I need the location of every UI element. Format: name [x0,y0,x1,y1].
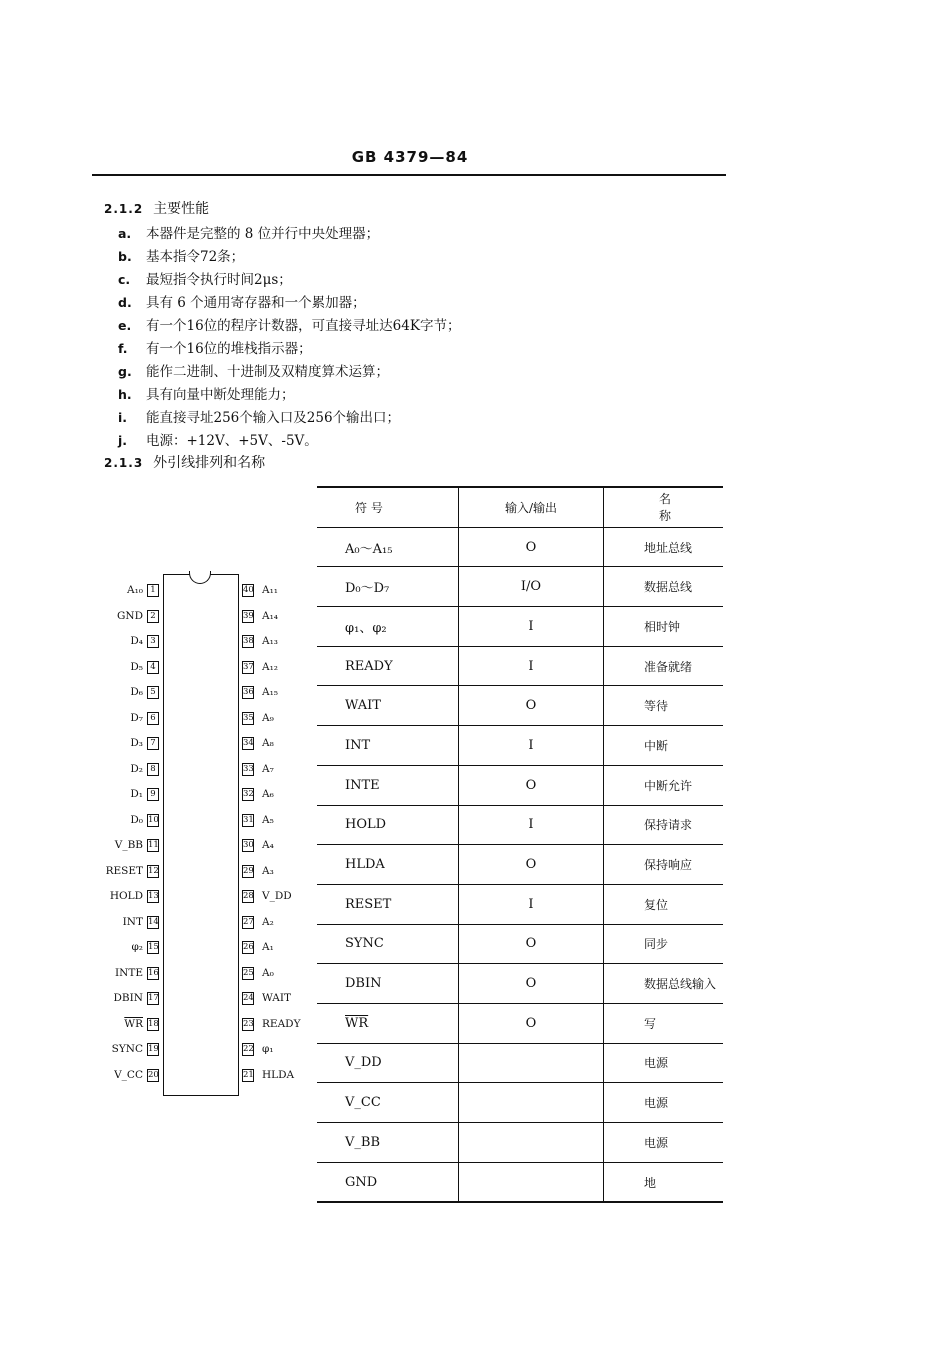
pin-label-left: INTE [114,966,143,979]
cell-symbol: φ₁、φ₂ [317,607,459,647]
cell-io: O [459,1003,604,1043]
pin-label-left: $\overline{WR}$ [124,1017,143,1030]
cell-io [459,1162,604,1202]
pin-number-box: 20 [148,1069,159,1080]
pin-label-left: V_CC [114,1068,143,1081]
pin-number-box: 3 [147,635,159,648]
pin-number-box: 38 [243,636,254,646]
cell-name: 中断允许 [604,765,724,805]
pin-label-right: V_DD [262,890,292,902]
feature-item-letter: i. [118,410,128,425]
pin-number-box: 35 [243,712,254,723]
pin-label-left: SYNC [111,1043,143,1055]
header-name: 名 称 [604,487,724,527]
table-row [317,884,723,924]
pin-label-right: A₄ [262,839,274,851]
pin-label-left: A₁₀ [126,584,143,596]
pin-number-box: 7 [147,737,159,750]
pin-number-box: 26 [243,942,254,952]
header-symbol: 符 号 [317,487,459,527]
pin-number-box: 39 [243,610,254,621]
section-2-1-2-heading [104,198,209,218]
pin-number-box: 27 [243,916,254,927]
pin-label-left: DBIN [113,992,143,1004]
cell-name: 写 [604,1003,724,1043]
cell-name: 地 [604,1162,724,1202]
pin-label-right: A₂ [262,915,274,928]
table-row [317,1123,723,1163]
pin-number-box: 28 [243,891,254,901]
feature-item-text: 基本指令72条； [146,249,245,265]
feature-item-letter: a. [118,226,132,241]
feature-item [118,291,366,311]
cell-io: O [459,765,604,805]
pin-label-left: V_BB [114,839,143,851]
table-row [317,1043,723,1083]
cell-symbol: V_CC [317,1083,459,1123]
cell-io [459,1043,604,1083]
pin-label-right: A₃ [262,864,274,877]
table-header-row [317,487,723,527]
table-row [317,607,723,647]
cell-symbol: D₀～D₇ [317,567,459,607]
table-row [317,1162,723,1202]
feature-item [118,406,400,426]
cell-io: O [459,527,604,567]
section-number: 2.1.2 [104,202,144,216]
feature-item-text: 具有向量中断处理能力； [146,387,295,403]
cell-io: I [459,884,604,924]
feature-item [118,337,312,357]
pin-label-left: HOLD [109,890,143,902]
pin-number-box: 16 [148,967,159,978]
table-row [317,765,723,805]
cell-io: I [459,805,604,845]
pin-number-box: 32 [243,789,254,799]
cell-name: 数据总线 [604,567,724,607]
pin-number-box: 13 [148,891,159,901]
cell-io: I [459,726,604,766]
pin-label-left: D₀ [130,813,143,826]
table-row [317,924,723,964]
section-number: 2.1.3 [104,456,144,470]
cell-symbol: $\overline{WR}$ [317,1003,459,1043]
table-row [317,686,723,726]
pin-label-right: A₆ [262,788,274,800]
cell-symbol: RESET [317,884,459,924]
pin-label-right: A₁₁ [262,584,279,596]
pin-label-left: D₇ [130,711,143,724]
pin-number-box: 15 [148,942,159,952]
cell-symbol: A₀～A₁₅ [317,527,459,567]
pin-number-box: 29 [243,865,254,876]
pin-number-box: 22 [243,1044,254,1054]
pin-number-box: 10 [148,814,159,825]
pin-label-right: A₈ [262,737,274,749]
cell-symbol: V_BB [317,1123,459,1163]
section-title: 主要性能 [153,201,210,217]
table-row [317,646,723,686]
feature-item-letter: b. [118,249,132,264]
pin-label-right: A₁ [262,941,274,953]
pin-number-box: 14 [148,916,159,927]
cell-name: 保持响应 [604,845,724,885]
feature-item-text: 最短指令执行时间2μs； [146,272,292,288]
cell-symbol: READY [317,646,459,686]
cell-name: 地址总线 [604,527,724,567]
cell-io [459,1123,604,1163]
feature-item [118,245,244,265]
section-title: 外引线排列和名称 [153,455,266,471]
table-row [317,964,723,1004]
table-row [317,805,723,845]
cell-io: O [459,686,604,726]
feature-item-letter: e. [118,318,132,333]
pin-number-box: 40 [243,585,254,595]
pin-label-right: HLDA [262,1068,295,1081]
pin-label-left: D₁ [130,788,143,800]
pin-label-right: A₁₂ [262,660,279,673]
cell-symbol: INT [317,726,459,766]
table-row [317,1003,723,1043]
pin-number-box: 5 [147,686,159,699]
table-row [317,845,723,885]
pin-number-box: 37 [243,661,254,672]
feature-item-text: 有一个16位的程序计数器，可直接寻址达64K字节； [146,318,461,334]
pin-number-box: 31 [243,814,254,825]
cell-name: 中断 [604,726,724,766]
pin-label-right: A₁₄ [262,609,279,622]
feature-item [118,360,389,380]
table-row [317,527,723,567]
pin-number-box: 4 [147,661,159,674]
pin-number-box: 11 [148,840,159,850]
pin-number-box: 12 [148,865,159,876]
table-row [317,567,723,607]
cell-symbol: HLDA [317,845,459,885]
feature-item-text: 能作二进制、十进制及双精度算术运算； [146,364,389,380]
pin-label-right: A₁₃ [262,635,279,647]
cell-name: 相时钟 [604,607,724,647]
cell-symbol: GND [317,1162,459,1202]
header-rule [92,174,726,176]
section-2-1-3-heading [104,452,265,472]
cell-name: 电源 [604,1083,724,1123]
cell-name: 同步 [604,924,724,964]
pin-number-box: 19 [148,1044,159,1054]
feature-item [118,268,292,288]
pin-number-box: 36 [243,687,254,697]
pin-number-box: 2 [147,610,159,623]
pin-number-box: 34 [243,738,254,748]
chip-body [163,574,239,1096]
cell-symbol: INTE [317,765,459,805]
cell-symbol: SYNC [317,924,459,964]
feature-item-letter: c. [118,272,131,287]
pin-number-box: 6 [147,712,159,725]
cell-io: I [459,646,604,686]
pin-label-right: A₅ [262,813,274,826]
pin-label-right: WAIT [262,992,292,1004]
pin-number-box: 9 [147,788,159,801]
feature-item-text: 有一个16位的堆栈指示器； [146,341,312,357]
cell-symbol: DBIN [317,964,459,1004]
pin-label-left: INT [122,915,143,928]
header-io: 输入/输出 [459,487,604,527]
cell-io: O [459,845,604,885]
pin-label-right: A₉ [262,711,274,724]
feature-item-text: 电源：+12V、+5V、-5V。 [146,433,318,449]
feature-item [118,429,318,449]
feature-item-letter: j. [118,433,128,448]
pin-label-left: φ₂ [131,941,143,953]
pin-number-box: 23 [243,1018,254,1029]
pin-number-box: 21 [243,1069,254,1080]
cell-symbol: WAIT [317,686,459,726]
pin-function-table [317,486,723,1203]
pin-number-box: 30 [243,840,254,850]
pin-number-box: 8 [147,763,159,776]
pin-label-left: D₆ [130,686,143,698]
standard-code-header: GB 4379—84 [351,148,469,166]
feature-item-letter: f. [118,341,128,356]
feature-item-letter: h. [118,387,132,402]
cell-name: 电源 [604,1043,724,1083]
pin-label-right: A₇ [262,762,274,775]
feature-item-text: 本器件是完整的 8 位并行中央处理器； [146,226,380,242]
pin-number-box: 1 [147,584,159,597]
pin-number-box: 33 [243,763,254,774]
feature-item-letter: g. [118,364,132,379]
feature-item-letter: d. [118,295,132,310]
cell-symbol: HOLD [317,805,459,845]
table-row [317,1083,723,1123]
cell-name: 电源 [604,1123,724,1163]
pin-label-right: φ₁ [262,1043,274,1055]
cell-io: I [459,607,604,647]
feature-item-text: 能直接寻址256个输入口及256个输出口； [146,410,401,426]
pin-label-right: READY [262,1017,301,1030]
cell-io: O [459,924,604,964]
table-row [317,726,723,766]
pin-label-left: D₄ [130,635,143,647]
cell-name: 等待 [604,686,724,726]
cell-name: 复位 [604,884,724,924]
pin-number-box: 18 [148,1018,159,1029]
cell-symbol: V_DD [317,1043,459,1083]
cell-io [459,1083,604,1123]
pin-label-left: D₃ [130,737,143,749]
feature-item [118,222,379,242]
cell-name: 准备就绪 [604,646,724,686]
pin-label-left: RESET [105,864,143,877]
pin-number-box: 24 [243,993,254,1003]
pin-label-left: D₂ [130,762,143,775]
feature-item-text: 具有 6 个通用寄存器和一个累加器； [146,295,366,311]
feature-item [118,383,295,403]
cell-name: 数据总线输入 [604,964,724,1004]
cell-name: 保持请求 [604,805,724,845]
pin-number-box: 25 [243,967,254,978]
pin-number-box: 17 [148,993,159,1003]
pin-label-left: D₅ [130,660,143,673]
pin-label-left: GND [117,609,143,622]
cell-io: O [459,964,604,1004]
pin-label-right: A₁₅ [262,686,279,698]
cell-io: I/O [459,567,604,607]
feature-item [118,314,460,334]
pin-label-right: A₀ [262,966,274,979]
